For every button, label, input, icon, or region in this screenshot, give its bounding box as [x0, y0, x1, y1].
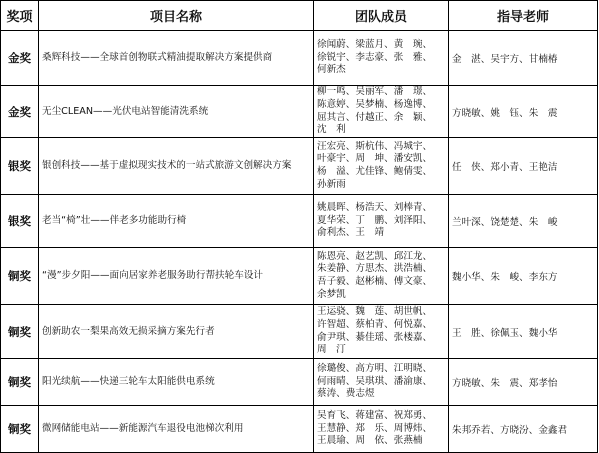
members-list [317, 86, 445, 136]
header-members: 团队成员 [314, 1, 449, 31]
award-cell: 铜奖 [1, 406, 39, 453]
advisors-cell: 朱邦乔若、方晓汾、金鑫君 [449, 406, 598, 453]
project-cell: 无尘CLEAN——光伏电站智能清洗系统 [39, 86, 314, 138]
award-cell: 金奖 [1, 86, 39, 138]
header-advisors: 指导老师 [449, 1, 598, 31]
advisors-cell: 金 湛、吴宇方、甘楠椿 [449, 31, 598, 86]
award-cell: 金奖 [1, 31, 39, 86]
members-list [317, 202, 445, 240]
table-row [1, 195, 598, 248]
table-row [1, 248, 598, 305]
member-line: 何雨晴、吴琪琪、潘渝康、 [317, 375, 433, 387]
member-line: 徐闻蔚、梁蓝月、黄 琬、 [317, 39, 433, 51]
members-cell [314, 359, 449, 406]
header-project: 项目名称 [39, 1, 314, 31]
award-rows [1, 31, 598, 453]
advisors-cell: 兰叶深、饶楚楚、朱 峻 [449, 195, 598, 248]
member-line: 叶豪宇、周 坤、潘安凯、 [317, 153, 433, 165]
members-list [317, 39, 445, 77]
member-line: 吾子毅、赵彬楠、傅文豪、 [317, 276, 433, 287]
members-list [317, 251, 445, 301]
advisors-cell: 方晓敏、姚 钰、朱 震 [449, 86, 598, 138]
project-cell: 阳光续航——快递三轮车太阳能供电系统 [39, 359, 314, 406]
project-cell: 桑辉科技——全球首创物联式精油提取解决方案提供商 [39, 31, 314, 86]
member-line: 陈意婷、吴梦楠、杨逸博、 [317, 98, 433, 110]
member-line: 汪宏亮、斯杭伟、冯城宇、 [317, 140, 433, 152]
member-line: 沈 利 [317, 124, 346, 136]
member-line: 姚晨晖、杨浩天、刘棒青、 [317, 202, 433, 214]
member-line: 王运骁、魏 莲、胡世帆、 [317, 306, 433, 318]
project-cell: 创新助农一梨果高效无损采摘方案先行者 [39, 305, 314, 359]
members-list [317, 363, 445, 401]
member-line: 孙新雨 [317, 178, 346, 190]
header-row [1, 1, 598, 31]
award-cell: 铜奖 [1, 305, 39, 359]
award-cell: 铜奖 [1, 248, 39, 305]
table-row [1, 31, 598, 86]
member-line: 朱姜静、方思杰、洪浩楠、 [317, 263, 433, 275]
header-award: 奖项 [1, 1, 39, 31]
member-line: 陈恩亮、赵艺凯、邱江龙、 [317, 250, 433, 262]
table-row [1, 86, 598, 138]
members-cell [314, 305, 449, 359]
members-cell [314, 86, 449, 138]
members-cell [314, 195, 449, 248]
member-line: 夏华荣、丁 鹏、刘泽阳、 [317, 214, 433, 226]
member-line: 蔡涛、费志煜 [317, 388, 375, 400]
member-line: 俞利杰、王 靖 [317, 227, 385, 239]
members-list [317, 141, 445, 191]
member-line: 王慧静、郑 乐、周博炜、 [317, 422, 433, 434]
members-cell [314, 31, 449, 86]
member-line: 徐锐宇、李志豪、张 雅、 [317, 51, 433, 63]
project-cell: 老当“椅”壮——伴老多功能助行椅 [39, 195, 314, 248]
project-cell: 微网储能电站——新能源汽车退役电池梯次利用 [39, 406, 314, 453]
member-line: 许智超、蔡柏青、何悦嘉、 [317, 318, 433, 330]
award-cell: 铜奖 [1, 359, 39, 406]
advisors-cell: 任 侠、郑小青、王艳洁 [449, 138, 598, 195]
member-line: 周 汀 [317, 344, 346, 356]
member-line: 柳一鸣、吴丽军、潘 璟、 [317, 86, 433, 98]
member-line: 余梦凯 [317, 288, 346, 300]
member-line: 俞尹琪、綦佳瑶、张楼嘉、 [317, 331, 433, 343]
members-list [317, 410, 445, 448]
member-line: 何新杰 [317, 64, 346, 76]
award-cell: 银奖 [1, 138, 39, 195]
members-cell [314, 406, 449, 453]
members-list [317, 306, 445, 356]
members-cell [314, 248, 449, 305]
member-line: 徐璐俊、高方明、江明晓、 [317, 363, 433, 375]
member-line: 杨 溢、尤佳锋、鲍倩雯、 [317, 166, 433, 177]
member-line: 吴育飞、蒋建富、祝郑勇、 [317, 410, 433, 422]
members-cell [314, 138, 449, 195]
member-line: 屈其言、付越正、余 颖、 [317, 111, 433, 123]
advisors-cell: 王 胜、徐佩玉、魏小华 [449, 305, 598, 359]
advisors-cell: 方晓敏、朱 震、郑孝怡 [449, 359, 598, 406]
project-cell: 银创科技——基于虚拟现实技术的一站式旅游文创解决方案 [39, 138, 314, 195]
table-row [1, 305, 598, 359]
table-row [1, 138, 598, 195]
advisors-cell: 魏小华、朱 峻、李东方 [449, 248, 598, 305]
member-line: 王晨瑜、周 依、张燕楠 [317, 435, 423, 447]
project-cell: “漫”步夕阳——面向居家养老服务助行帮扶轮车设计 [39, 248, 314, 305]
table-row [1, 406, 598, 453]
award-cell: 银奖 [1, 195, 39, 248]
table-row [1, 359, 598, 406]
